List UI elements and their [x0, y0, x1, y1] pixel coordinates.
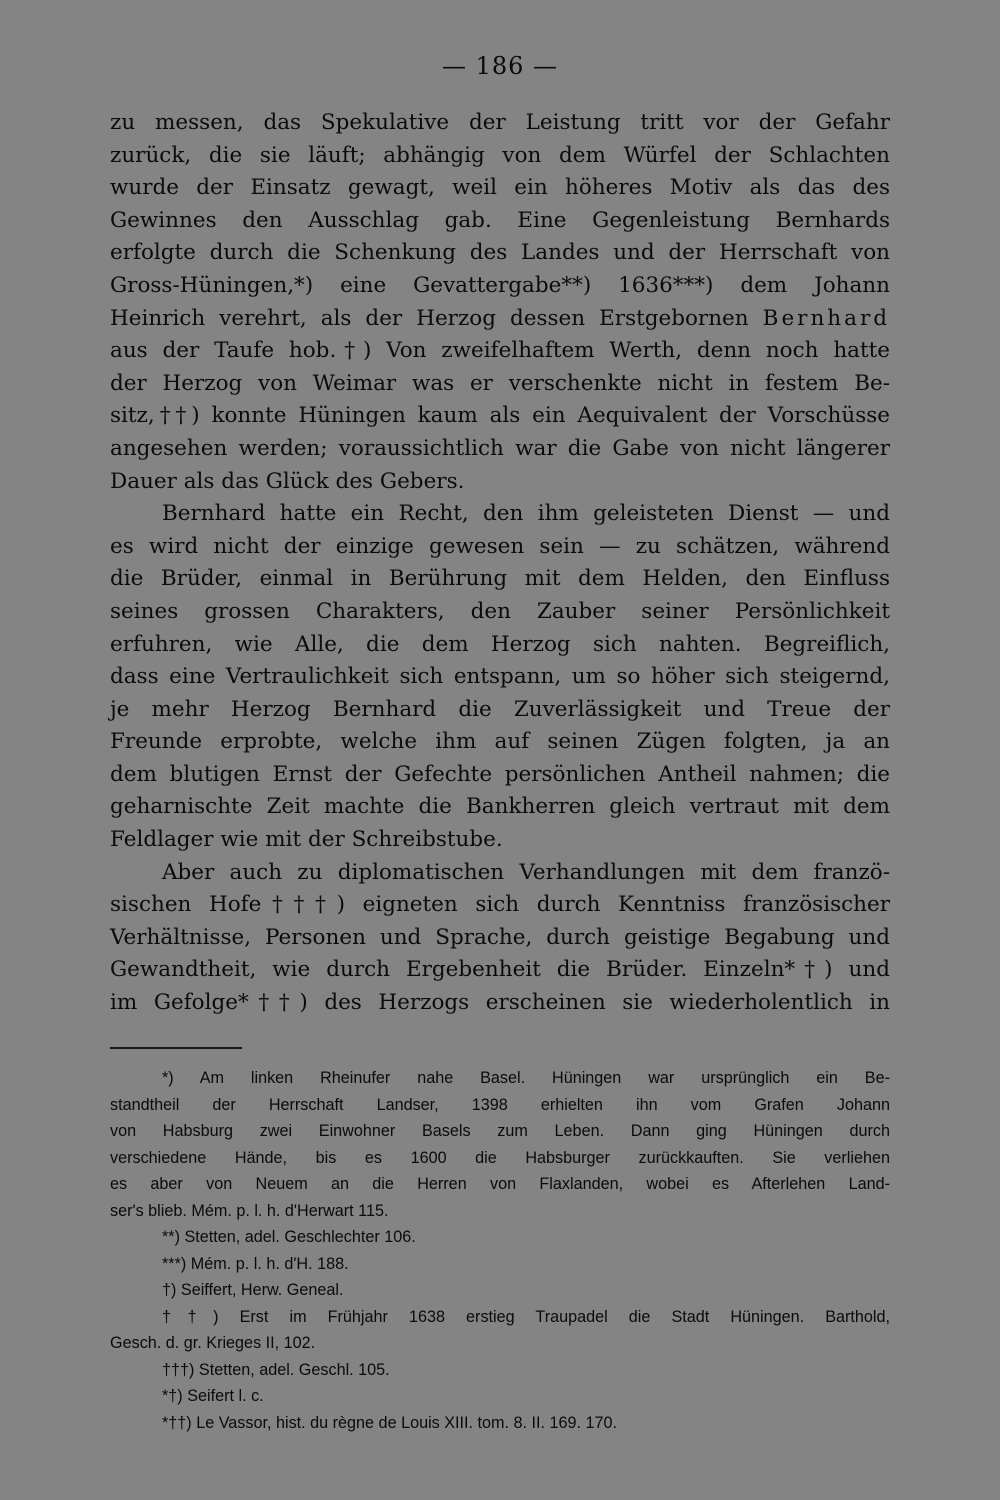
footnote-line: standtheil der Herrschaft Landser, 1398 erhielten ihn vom Grafen Johann — [110, 1095, 890, 1114]
text-line: sitz,††) konnte Hüningen kaum als ein Aequivalent der Vorschüsse — [110, 403, 890, 429]
text-line: wurde der Einsatz gewagt, weil ein höheres Motiv als das des — [110, 175, 890, 201]
spaced-name: Bernhard — [762, 305, 890, 331]
text-line: Verhältnisse, Personen und Sprache, durch geistige Begabung und — [110, 924, 890, 950]
text-line: Gross-Hüningen,*) eine Gevattergabe**) 1636***) dem Johann — [110, 272, 890, 298]
text-line: dass eine Vertraulichkeit sich entspann, um so höher sich steigernd, — [110, 664, 890, 690]
text-line: seines grossen Charakters, den Zauber seiner Persönlichkeit — [110, 598, 890, 624]
text-line-part: Heinrich verehrt, als der Herzog dessen Erstgebornen — [110, 305, 749, 331]
footnote-line: ser's blieb. Mém. p. l. h. d'Herwart 115. — [110, 1201, 389, 1220]
text-line: Feldlager wie mit der Schreibstube. — [110, 827, 503, 853]
text-line: es wird nicht der einzige gewesen sein — zu schätzen, während — [110, 533, 890, 559]
text-line: Dauer als das Glück des Gebers. — [110, 468, 465, 494]
text-line: zu messen, das Spekulative der Leistung tritt vor der Gefahr — [110, 110, 890, 135]
text-line: angesehen werden; voraussichtlich war die Gabe von nicht längerer — [110, 435, 890, 461]
text-line: Aber auch zu diplomatischen Verhandlungen mit dem franzö- — [162, 859, 890, 885]
text-line: Gewandtheit, wie durch Ergebenheit die Brüder. Einzeln*†) und — [110, 957, 890, 983]
text-line: erfuhren, wie Alle, die dem Herzog sich nahten. Begreiflich, — [110, 631, 890, 657]
text-line: der Herzog von Weimar was er verschenkte nicht in festem Be- — [110, 370, 890, 396]
text-line: im Gefolge*††) des Herzogs erscheinen sie wiederholentlich in — [110, 990, 890, 1016]
footnote-line: **) Stetten, adel. Geschlechter 106. — [162, 1228, 416, 1246]
text-line — [110, 303, 890, 336]
footnote-line: ††) Erst im Frühjahr 1638 erstieg Traupadel die Stadt Hüningen. Barthold, — [162, 1307, 890, 1326]
text-line: dem blutigen Ernst der Gefechte persönlichen Antheil nahmen; die — [110, 761, 890, 787]
text-line: aus der Taufe hob.†) Von zweifelhaftem Werth, denn noch hatte — [110, 338, 890, 364]
text-line: geharnischte Zeit machte die Bankherren gleich vertraut mit dem — [110, 794, 890, 820]
footnote-line: Gesch. d. gr. Krieges II, 102. — [110, 1334, 316, 1352]
footnote-line: *†) Seifert l. c. — [162, 1387, 264, 1405]
footnotes — [110, 1065, 890, 1436]
text-line: erfolgte durch die Schenkung des Landes und der Herrschaft von — [110, 240, 890, 266]
footnote-line: *) Am linken Rheinufer nahe Basel. Hüningen war ursprünglich ein Be- — [162, 1069, 890, 1087]
footnote-line: von Habsburg zwei Einwohner Basels zum Leben. Dann ging Hüningen durch — [110, 1122, 890, 1140]
footnote-line: *††) Le Vassor, hist. du règne de Louis XIII. tom. 8. II. 169. 170. — [162, 1413, 618, 1432]
footnote-line: ***) Mém. p. l. h. d'H. 188. — [162, 1254, 349, 1273]
page-number: — 186 — — [441, 52, 559, 80]
footnote-divider — [110, 1047, 242, 1049]
text-line: sischen Hofe†††) eigneten sich durch Kenntniss französischer — [110, 892, 890, 918]
text-line: Gewinnes den Ausschlag gab. Eine Gegenleistung Bernhards — [110, 207, 890, 233]
footnote-line: †) Seiffert, Herw. Geneal. — [162, 1281, 344, 1299]
text-line: Bernhard hatte ein Recht, den ihm geleisteten Dienst — und — [162, 501, 890, 527]
text-line: die Brüder, einmal in Berührung mit dem Helden, den Einfluss — [110, 566, 890, 592]
footnote-line: †††) Stetten, adel. Geschl. 105. — [162, 1360, 390, 1379]
main-text — [110, 107, 890, 1020]
footnote-line: es aber von Neuem an die Herren von Flaxlanden, wobei es Afterlehen Land- — [110, 1175, 890, 1193]
text-line: zurück, die sie läuft; abhängig von dem Würfel der Schlachten — [110, 142, 890, 168]
footnote-line: verschiedene Hände, bis es 1600 die Habsburger zurückkauften. Sie verliehen — [110, 1148, 890, 1167]
text-line: Freunde erprobte, welche ihm auf seinen Zügen folgten, ja an — [110, 729, 890, 755]
text-line: je mehr Herzog Bernhard die Zuverlässigkeit und Treue der — [110, 696, 890, 722]
